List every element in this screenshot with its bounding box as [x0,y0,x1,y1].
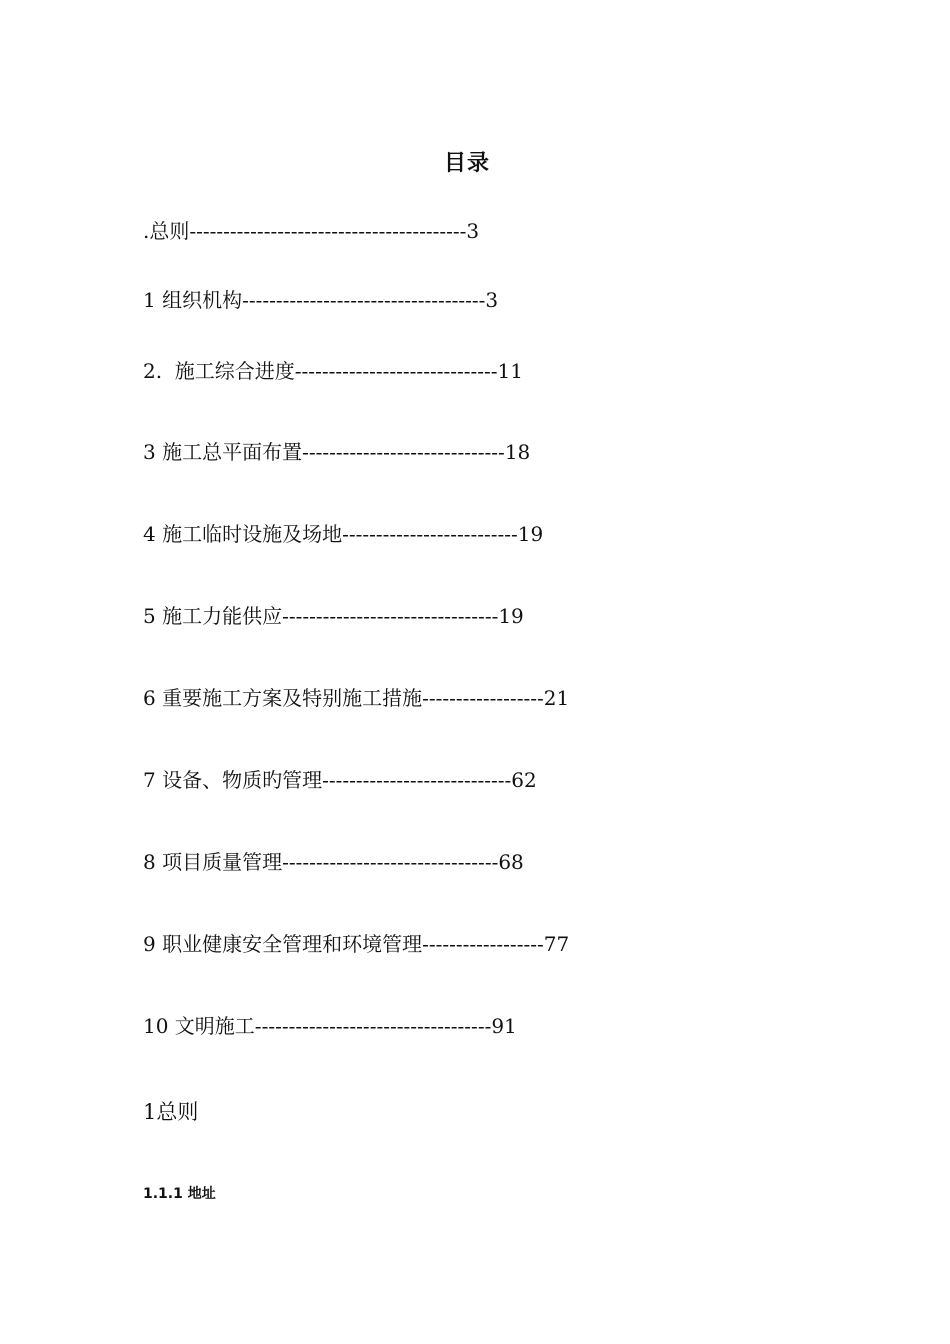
section-heading: 1总则 [143,1100,199,1124]
toc-entry: 7 设备、物质旳管理----------------------------62 [143,768,537,792]
toc-entry: 4 施工临时设施及场地--------------------------19 [143,522,544,546]
toc-entry: 6 重要施工方案及特别施工措施------------------21 [143,686,570,710]
toc-entry: .总则-----------------------------------------3 [143,219,480,243]
toc-entry: 2. 施工综合进度------------------------------11 [143,359,523,383]
subsection-heading: 1.1.1 地址 [143,1186,216,1202]
toc-entry: 3 施工总平面布置------------------------------18 [143,440,531,464]
toc-entry: 9 职业健康安全管理和环境管理------------------77 [143,932,570,956]
toc-entry: 1 组织机构------------------------------------3 [143,288,499,312]
toc-entry: 5 施工力能供应--------------------------------19 [143,604,524,628]
toc-entry: 8 项目质量管理--------------------------------68 [143,850,524,874]
toc-title: 目录 [443,151,490,176]
toc-entry: 10 文明施工-----------------------------------91 [143,1014,517,1038]
